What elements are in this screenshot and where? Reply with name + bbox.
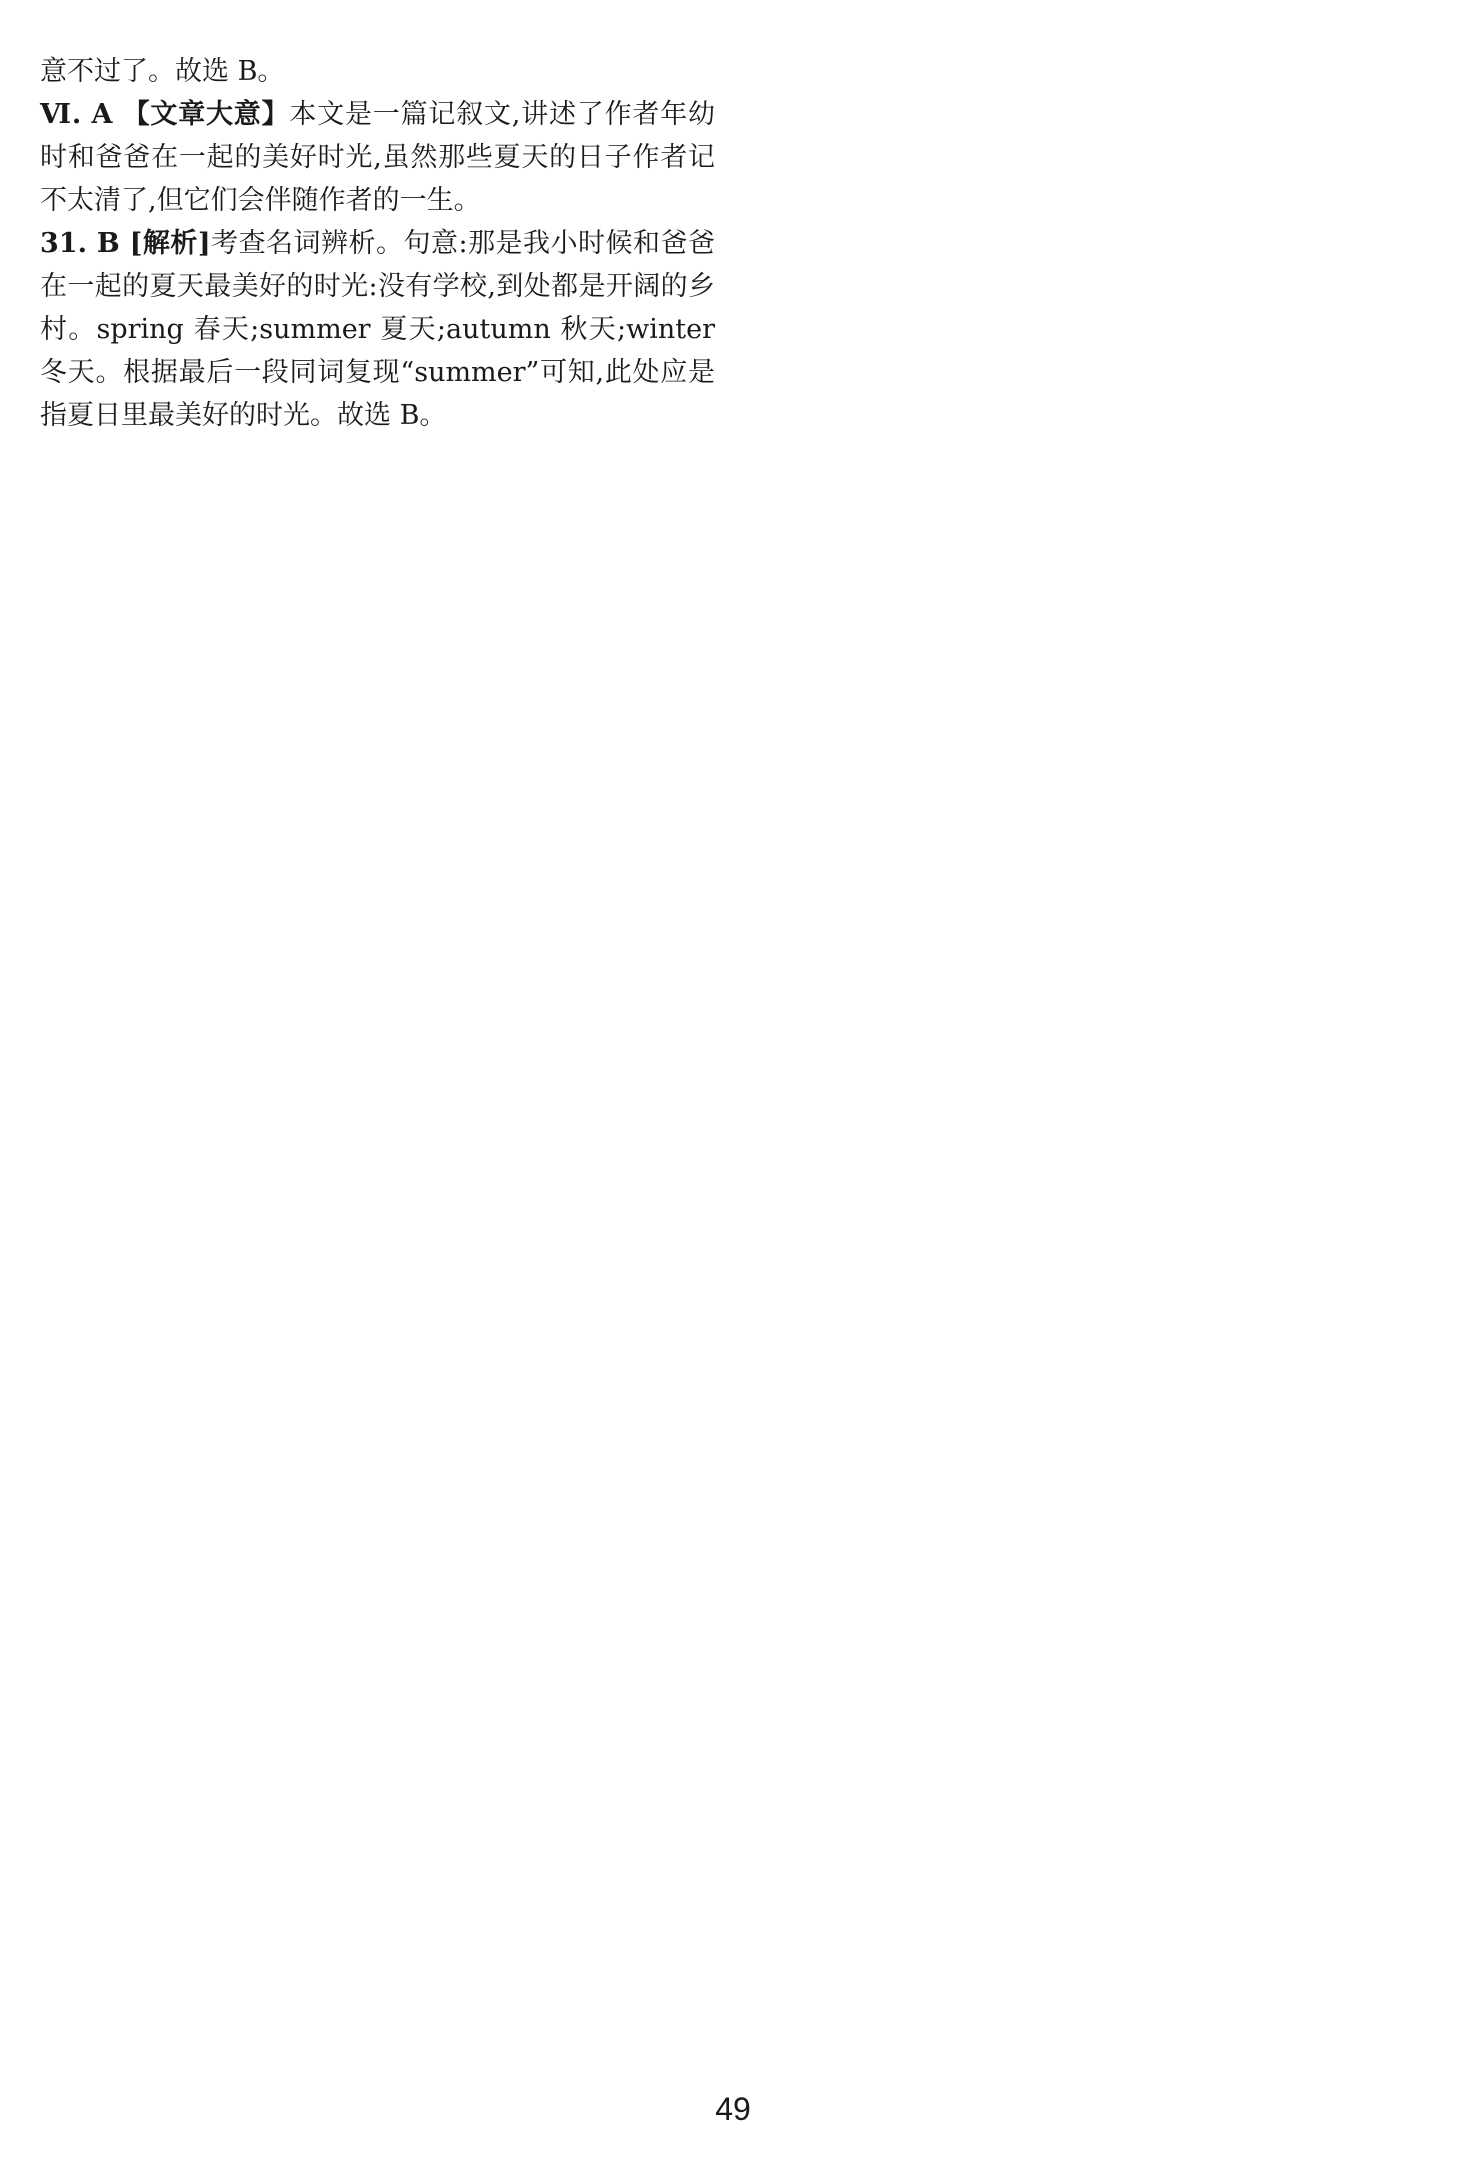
page-number: 49 xyxy=(715,2091,751,2127)
answer-columns xyxy=(40,50,1426,437)
paragraph xyxy=(40,222,715,437)
paragraph xyxy=(40,50,715,93)
paragraph-tag: 31. B [解析] xyxy=(40,228,211,259)
right-column xyxy=(751,50,1426,437)
paragraph-tag: Ⅵ. A 【文章大意】 xyxy=(40,99,290,130)
left-column xyxy=(40,50,715,437)
paragraph-text: 意不过了。故选 B。 xyxy=(40,56,285,87)
paragraph xyxy=(40,93,715,222)
paragraph-text: 本文是一篇记叙文,讲述了作者年幼时和爸爸在一起的美好时光,虽然那些夏天的日子作者记不太清了,但它们会伴随作者的一生。 xyxy=(40,99,715,216)
paragraph-text: 考查名词辨析。句意:那是我小时候和爸爸在一起的夏天最美好的时光:没有学校,到处都是开阔的乡村。spring 春天;summer 夏天;autumn 秋天;winter 冬天。根据最后一段同词复现“summer”可知,此处应是指夏日里最美好的时光。故选 B。 xyxy=(40,228,715,431)
